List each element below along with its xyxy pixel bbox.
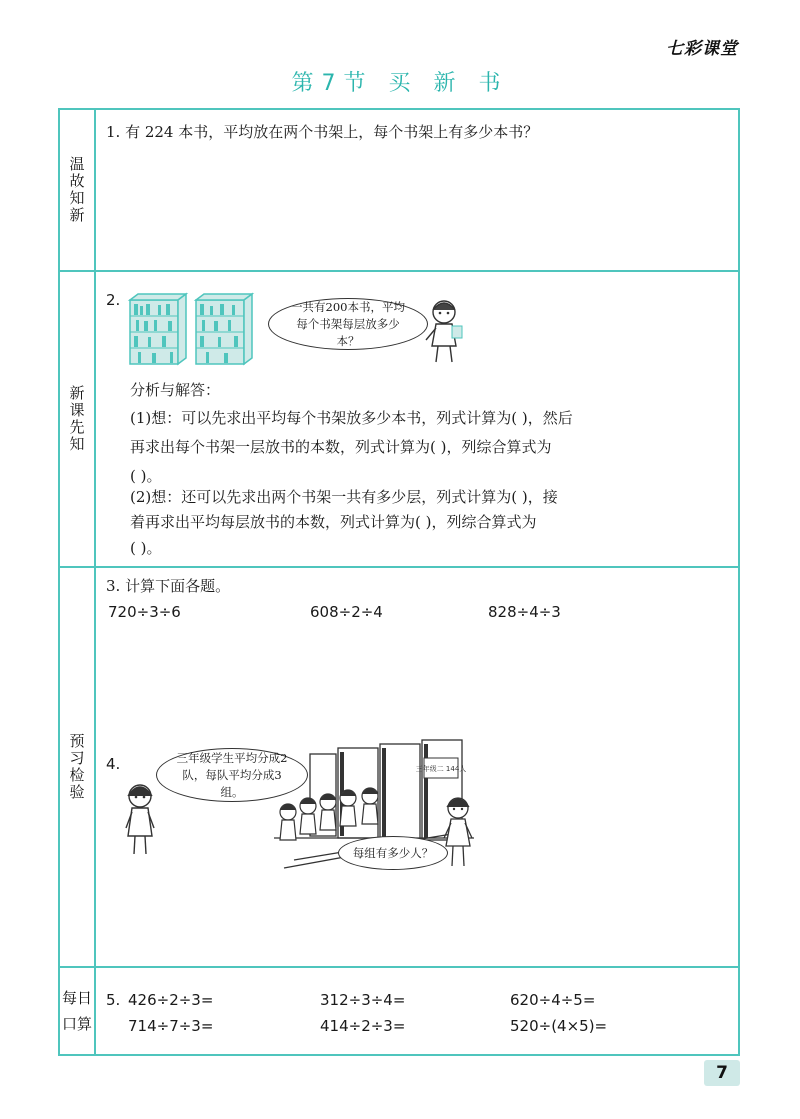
- question-2-bubble-text: 一共有200本书，平均每个书架每层放多少本？: [291, 299, 405, 348]
- daily-item-2: 312÷3÷4=: [320, 991, 406, 1009]
- question-3: 3. 计算下面各题。: [106, 577, 231, 595]
- section-review-label: 温故知新: [67, 156, 86, 224]
- bookshelf-illustration: [128, 294, 256, 366]
- section-preview: [60, 568, 738, 968]
- section-preview-label: 预习检验: [67, 733, 86, 801]
- daily-prefix: 5.: [106, 991, 121, 1009]
- girl-left-figure-icon: [120, 780, 160, 858]
- q3-item-2: 608÷2÷4: [310, 603, 383, 621]
- section-preview-content: [106, 568, 730, 966]
- page-title: 第7节 买 新 书: [291, 71, 509, 96]
- question-4-number: 4.: [106, 755, 121, 773]
- analysis-line-3: ( )。: [130, 467, 162, 485]
- question-4-speech-bubble-2: [338, 836, 448, 870]
- section-daily: [60, 968, 738, 1054]
- question-2-number: 2.: [106, 291, 121, 309]
- section-new-sidebar: [60, 272, 96, 566]
- section-new-label: 新课先知: [67, 385, 86, 453]
- section-daily-label: 每日口算: [62, 989, 93, 1033]
- analysis-line-5: 着再求出平均每层放书的本数，列式计算为( )，列综合算式为: [130, 513, 537, 531]
- section-daily-content: [106, 968, 730, 1054]
- worksheet-frame: [58, 108, 740, 1056]
- page-number: 7: [704, 1060, 740, 1086]
- section-review: [60, 110, 738, 272]
- daily-item-5: 414÷2÷3=: [320, 1017, 406, 1035]
- analysis-line-4: (2)想：还可以先求出两个书架一共有多少层，列式计算为( )，接: [130, 488, 558, 506]
- section-review-sidebar: [60, 110, 96, 270]
- analysis-line-2: 再求出每个书架一层放书的本数，列式计算为( )，列综合算式为: [130, 438, 552, 456]
- question-1: 1. 有 224 本书，平均放在两个书架上，每个书架上有多少本书？: [106, 123, 539, 141]
- girl-right-figure-icon: [440, 794, 476, 870]
- section-new-content: [106, 272, 730, 566]
- analysis-title: 分析与解答：: [130, 381, 221, 399]
- classroom-sign: 三年级二 144人: [415, 765, 467, 773]
- daily-item-6: 520÷(4×5)=: [510, 1017, 608, 1035]
- question-4-bubble-1-text: 三年级学生平均分成2队，每队平均分成3组。: [176, 750, 288, 799]
- analysis-line-1: (1)想：可以先求出平均每个书架放多少本书，列式计算为( )，然后: [130, 409, 573, 427]
- section-preview-sidebar: [60, 568, 96, 966]
- section-review-content: [106, 110, 730, 270]
- girl-figure-icon: [422, 296, 466, 366]
- analysis-line-6: ( )。: [130, 539, 162, 557]
- q3-item-1: 720÷3÷6: [108, 603, 181, 621]
- section-daily-sidebar: [60, 968, 96, 1054]
- question-2-speech-bubble: [268, 298, 428, 350]
- daily-item-1: 426÷2÷3=: [128, 991, 214, 1009]
- question-4-bubble-2-text: 每组有多少人？: [352, 845, 434, 860]
- section-new: [60, 272, 738, 568]
- daily-item-4: 714÷7÷3=: [128, 1017, 214, 1035]
- q3-item-3: 828÷4÷3: [488, 603, 561, 621]
- brand-logo: 七彩课堂: [666, 39, 738, 59]
- daily-item-3: 620÷4÷5=: [510, 991, 596, 1009]
